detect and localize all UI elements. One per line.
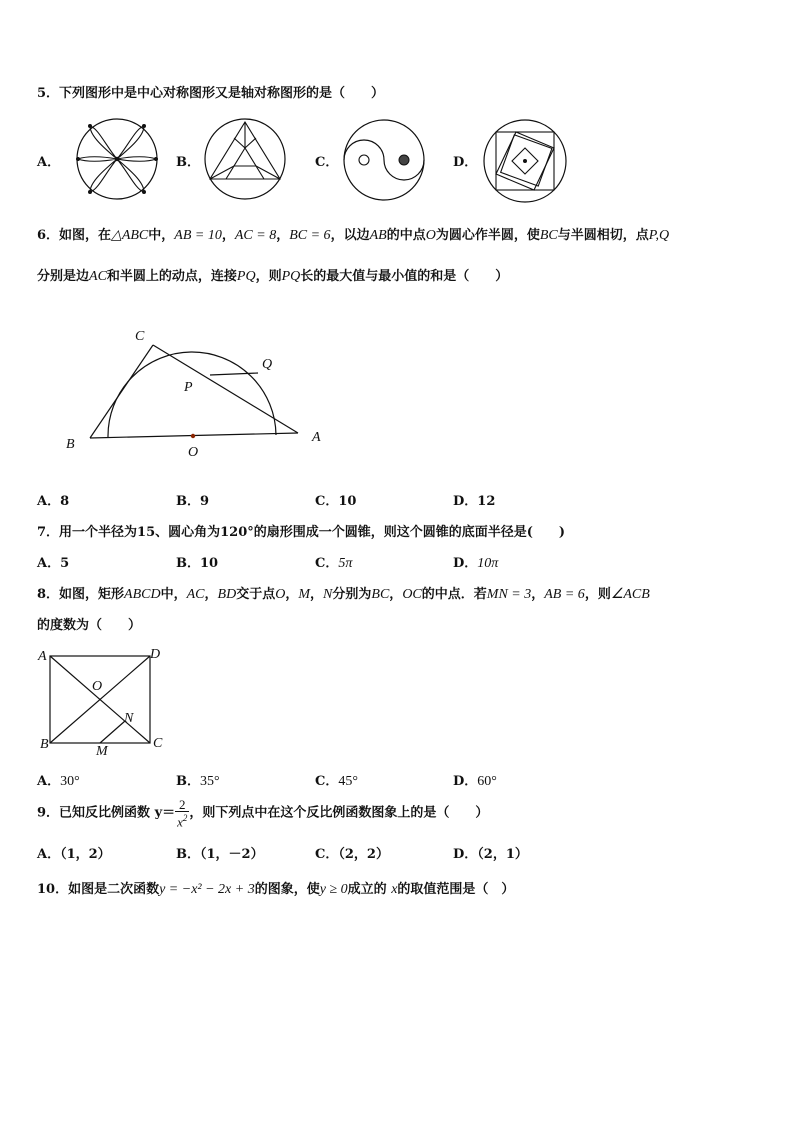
q5-figure-d-squares (482, 118, 568, 204)
q8-stem-line1: 8．如图，矩形ABCD中，AC，BD交于点O，M，N分别为BC，OC的中点．若MN = 3，AB = 6，则∠ACB (37, 587, 650, 602)
q6-stem-line2: 分别是边AC和半圆上的动点，连接PQ，则PQ长的最大值与最小值的和是（ ） (37, 269, 509, 284)
q8-label-m: M (96, 744, 108, 759)
q7-option-a[interactable]: A．5 (37, 556, 70, 571)
q6-option-c[interactable]: C．10 (315, 494, 357, 509)
q7-stem: 7．用一个半径为15、圆心角为120°的扇形围成一个圆锥，则这个圆锥的底面半径是( ) (37, 525, 566, 540)
q6-stem-line1: 6．如图，在△ABC中，AB = 10，AC = 8，BC = 6，以边AB的中点O为圆心作半圆，使BC与半圆相切，点P,Q (37, 228, 670, 243)
q9-fraction: $\frac{2}{x^2}$ (177, 797, 188, 830)
q8-option-a[interactable]: A．30° (37, 774, 80, 789)
q6-figure (60, 320, 340, 465)
q8-stem-line2: 的度数为（ ） (37, 618, 142, 633)
q9-option-a[interactable]: A．（1，2） (37, 847, 111, 862)
q8-label-c: C (153, 736, 163, 751)
q5-option-b[interactable]: B． (176, 155, 200, 170)
q8-option-c[interactable]: C．45° (315, 774, 358, 789)
q6-label-q: Q (262, 357, 273, 372)
q9-option-b[interactable]: B．（1，－2） (176, 847, 264, 862)
q9-option-d[interactable]: D．（2，1） (453, 847, 528, 862)
q7-option-b[interactable]: B．10 (176, 556, 219, 571)
q6-option-d[interactable]: D．12 (453, 494, 496, 509)
q6-label-a: A (312, 430, 321, 445)
q6-label-o: O (188, 445, 199, 460)
q7-option-d[interactable]: D．10π (453, 556, 499, 571)
q8-option-d[interactable]: D．60° (453, 774, 497, 789)
q5-figure-a-flower (76, 118, 160, 202)
q5-option-a[interactable]: A． (37, 155, 61, 170)
q5-option-c[interactable]: C． (315, 155, 339, 170)
q6-label-p: P (184, 380, 193, 395)
q10-stem: 10．如图是二次函数y = −x² − 2x + 3的图象，使y ≥ 0成立的 x的取值范围是（ ） (37, 882, 515, 897)
q6-label-c: C (135, 329, 145, 344)
q6-option-b[interactable]: B．9 (176, 494, 210, 509)
q8-figure (36, 645, 171, 759)
q8-label-b: B (40, 737, 49, 752)
q8-option-b[interactable]: B．35° (176, 774, 220, 789)
q8-label-o: O (92, 679, 103, 694)
q8-label-a: A (38, 649, 47, 664)
q8-label-d: D (150, 647, 161, 662)
q6-option-a[interactable]: A．8 (37, 494, 70, 509)
q5-option-d[interactable]: D． (453, 155, 478, 170)
q8-label-n: N (124, 711, 134, 726)
q5-stem: 5．下列图形中是中心对称图形又是轴对称图形的是（ ） (37, 86, 385, 101)
q6-label-b: B (66, 437, 75, 452)
q9-option-c[interactable]: C．（2，2） (315, 847, 389, 862)
q5-figure-b-triangle (204, 118, 286, 200)
q7-option-c[interactable]: C．5π (315, 556, 353, 571)
q5-figure-c-yinyang (342, 118, 426, 202)
q9-stem: 9．已知反比例函数 y＝ $\frac{2}{x^2}$ ，则下列点中在这个反比例函数图象上的是（ ） (37, 797, 489, 830)
